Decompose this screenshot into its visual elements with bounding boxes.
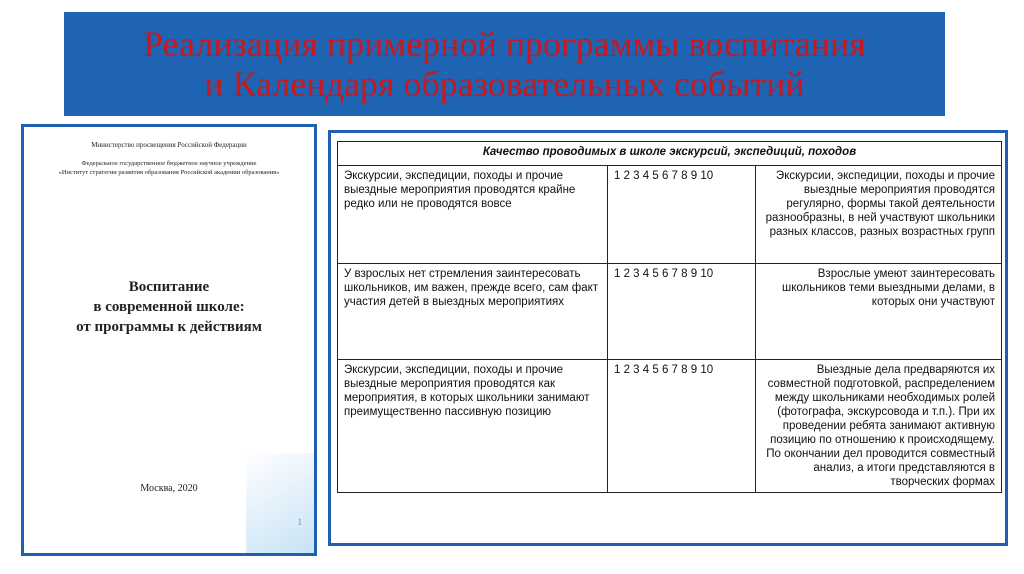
quality-table [337, 141, 1002, 493]
cover-title-line-1: Воспитание [128, 279, 210, 295]
slide-title-line-2: и Календаря образовательных событий [204, 64, 805, 104]
cover-page-number: 1 [297, 517, 302, 527]
table-cell-positive: Экскурсии, экспедиции, походы и прочие выездные мероприятия проводятся регулярно, формы такой деятельности разнообразны, в ней участвуют школьники разных классов, разных возрастных групп [756, 166, 1002, 264]
cover-corner-decoration [246, 453, 314, 553]
cover-institute-line-1: Федеральное государственное бюджетное научное учреждение [81, 160, 257, 167]
cover-ministry: Министерство просвещения Российской Федерации [91, 141, 247, 149]
table-row [338, 166, 1002, 264]
table-cell-negative: У взрослых нет стремления заинтересовать школьников, им важен, прежде всего, сам факт участия детей в выездных мероприятиях [338, 264, 608, 360]
quality-table-frame [328, 130, 1008, 546]
table-cell-negative: Экскурсии, экспедиции, походы и прочие выездные мероприятия проводятся крайне редко или не проводятся вовсе [338, 166, 608, 264]
table-header: Качество проводимых в школе экскурсий, экспедиций, походов [338, 142, 1002, 166]
cover-city-year: Москва, 2020 [140, 483, 198, 494]
table-header-row [338, 142, 1002, 166]
table-cell-scale: 1 2 3 4 5 6 7 8 9 10 [608, 166, 756, 264]
cover-title-line-3: от программы к действиям [76, 319, 262, 335]
table-cell-negative: Экскурсии, экспедиции, походы и прочие выездные мероприятия проводятся как мероприятия, в которых школьники занимают преимущественно пассивную позицию [338, 360, 608, 493]
slide-title-line-1: Реализация примерной программы воспитания [143, 24, 866, 64]
table-cell-positive: Взрослые умеют заинтересовать школьников теми выездными делами, в которых они участвуют [756, 264, 1002, 360]
slide-title [143, 24, 866, 104]
cover-title-line-2: в современной школе: [93, 299, 245, 315]
table-cell-positive: Выездные дела предваряются их совместной подготовкой, распределением между школьниками необходимых ролей (фотографа, экскурсовода и т.п.). При их проведении ребята занимают активную позицию по отношению к происходящему. По окончании дел проводится совместный анализ, а итоги представляются в творческих формах [756, 360, 1002, 493]
cover-book-title [32, 277, 306, 337]
table-cell-scale: 1 2 3 4 5 6 7 8 9 10 [608, 360, 756, 493]
cover-institute-line-2: «Институт стратегии развития образования Российской академии образования» [58, 169, 280, 176]
cover-institute [32, 159, 306, 177]
book-cover [21, 124, 317, 556]
title-banner [64, 12, 945, 116]
table-row [338, 360, 1002, 493]
table-row [338, 264, 1002, 360]
table-cell-scale: 1 2 3 4 5 6 7 8 9 10 [608, 264, 756, 360]
